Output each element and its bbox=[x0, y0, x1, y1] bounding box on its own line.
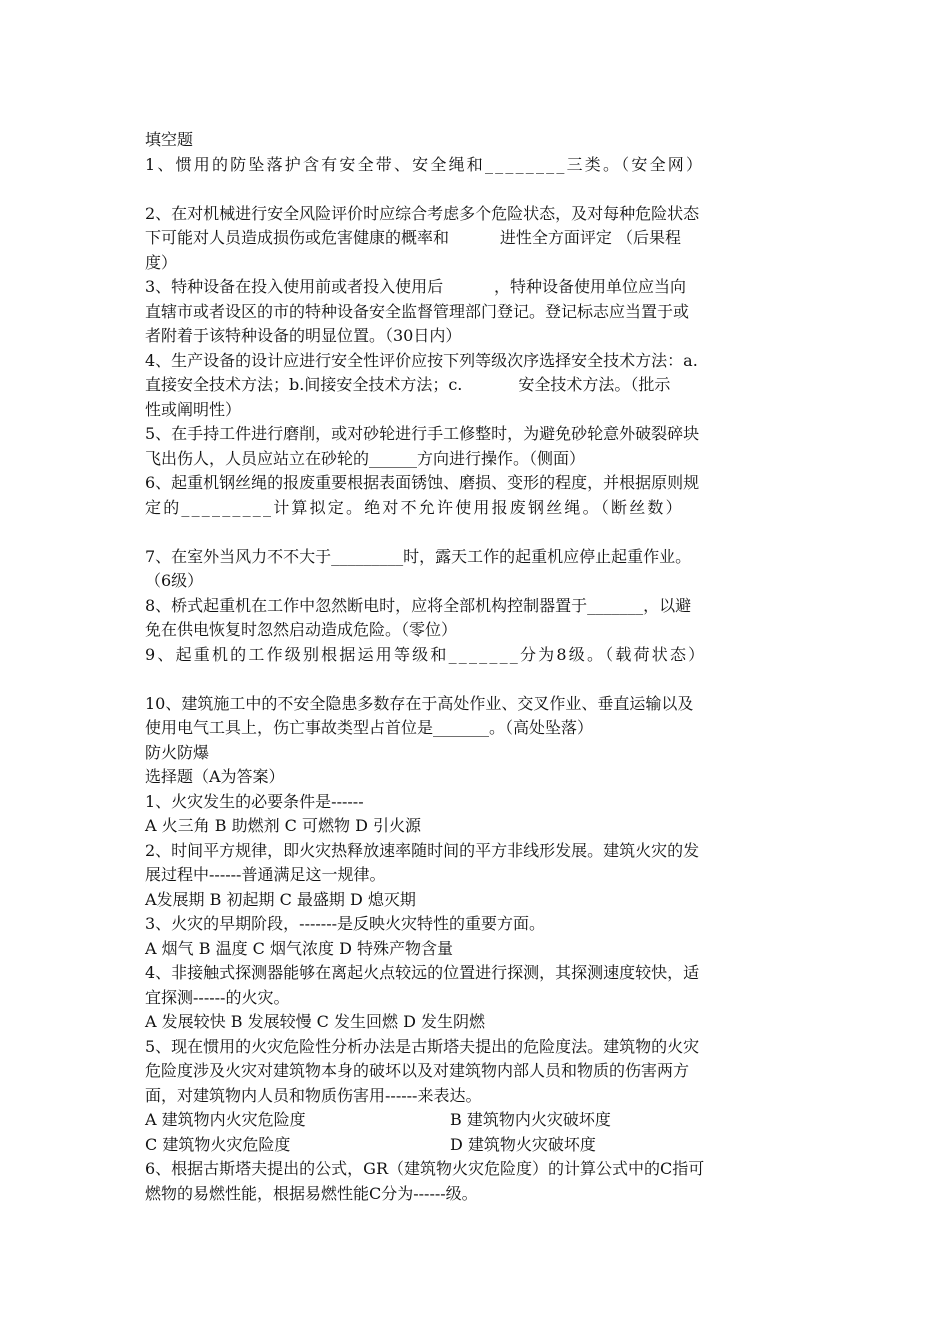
fill-in-heading: 填空题 bbox=[145, 130, 194, 149]
choice-question-2-options: A发展期 B 初起期 C 最盛期 D 熄灭期 bbox=[145, 889, 416, 909]
blank-gap bbox=[145, 520, 810, 545]
choice-question-6-line-1: 6、根据古斯塔夫提出的公式，GR（建筑物火灾危险度）的计算公式中的C指可 bbox=[145, 1159, 705, 1178]
choice-question-3-options: A 烟气 B 温度 C 烟气浓度 D 特殊产物含量 bbox=[145, 938, 453, 958]
fill-question-4-line-3: 性或阐明性） bbox=[145, 399, 242, 419]
fill-question-10-line-2: 使用电气工具上，伤亡事故类型占首位是_______。（高处坠落） bbox=[145, 718, 594, 737]
choice-question-5-line-2: 危险度涉及火灾对建筑物本身的破坏以及对建筑物内部人员和物质的伤害两方 bbox=[145, 1061, 690, 1080]
option-c: C 建筑物火灾危险度 bbox=[145, 1134, 291, 1154]
fill-question-3-line-1: 3、特种设备在投入使用前或者投入使用后 ，特种设备使用单位应当向 bbox=[145, 277, 687, 296]
fill-question-2-line-2: 下可能对人员造成损伤或危害健康的概率和 进性全方面评定 （后果程 bbox=[145, 228, 681, 247]
choice-question-5-line-3: 面，对建筑物内人员和物质伤害用------来表达。 bbox=[145, 1085, 482, 1105]
blank-gap bbox=[145, 667, 810, 692]
choice-question-4-line-2: 宜探测------的火灾。 bbox=[145, 987, 290, 1007]
fill-question-5-line-2: 飞出伤人，人员应站立在砂轮的______方向进行操作。（侧面） bbox=[145, 448, 586, 468]
choice-question-4-line-1: 4、非接触式探测器能够在离起火点较远的位置进行探测，其探测速度较快，适 bbox=[145, 963, 700, 982]
choice-question-5-options-row-2 bbox=[145, 1133, 810, 1158]
fill-question-2-line-3: 度） bbox=[145, 252, 178, 272]
choice-question-1: 1、火灾发生的必要条件是------ bbox=[145, 791, 364, 811]
fill-question-1: 1、惯用的防坠落护含有安全带、安全绳和________三类。（安全网） bbox=[145, 154, 705, 174]
choice-question-6-line-2: 燃物的易燃性能，根据易燃性能C分为------级。 bbox=[145, 1183, 478, 1203]
option-b: B 建筑物内火灾破坏度 bbox=[450, 1110, 611, 1129]
choice-question-2-line-2: 展过程中------普通满足这一规律。 bbox=[145, 865, 386, 884]
fill-question-4-line-1: 4、生产设备的设计应进行安全性评价应按下列等级次序选择安全技术方法：a. bbox=[145, 350, 698, 370]
fill-question-7-line-2: （6级） bbox=[145, 571, 204, 590]
fill-question-8-line-2: 免在供电恢复时忽然启动造成危险。（零位） bbox=[145, 620, 458, 639]
fill-question-5-line-1: 5、在手持工件进行磨削，或对砂轮进行手工修整时，为避免砂轮意外破裂碎块 bbox=[145, 424, 700, 443]
fill-question-3-line-2: 直辖市或者设区的市的特种设备安全监督管理部门登记。登记标志应当置于或 bbox=[145, 301, 690, 321]
fill-question-8-line-1: 8、桥式起重机在工作中忽然断电时，应将全部机构控制器置于_______，以避 bbox=[145, 595, 692, 615]
fill-question-7-line-1: 7、在室外当风力不不大于_________时，露天工作的起重机应停止起重作业。 bbox=[145, 546, 692, 566]
fill-question-10-line-1: 10、建筑施工中的不安全隐患多数存在于高处作业、交叉作业、垂直运输以及 bbox=[145, 693, 694, 713]
document-page bbox=[145, 128, 810, 1206]
section-title: 防火防爆 bbox=[145, 742, 210, 762]
fill-question-4-line-2: 直接安全技术方法；b.间接安全技术方法；c. 安全技术方法。（批示 bbox=[145, 375, 671, 394]
choice-question-5-options-row-1 bbox=[145, 1108, 810, 1133]
choice-question-1-options: A 火三角 B 助燃剂 C 可燃物 D 引火源 bbox=[145, 816, 421, 835]
fill-question-9: 9、起重机的工作级别根据运用等级和_______分为8级。（载荷状态） bbox=[145, 644, 707, 664]
blank-gap bbox=[145, 177, 810, 202]
choice-question-4-options: A 发展较快 B 发展较慢 C 发生回燃 D 发生阴燃 bbox=[145, 1012, 485, 1031]
choice-question-3: 3、火灾的早期阶段，-------是反映火灾特性的重要方面。 bbox=[145, 914, 546, 933]
fill-question-6-line-1: 6、起重机钢丝绳的报废重要根据表面锈蚀、磨损、变形的程度，并根据原则规 bbox=[145, 473, 700, 492]
option-a: A 建筑物内火灾危险度 bbox=[145, 1110, 306, 1129]
fill-question-6-line-2: 定的_________计算拟定。绝对不允许使用报废钢丝绳。（断丝数） bbox=[145, 497, 684, 517]
fill-question-2-line-1: 2、在对机械进行安全风险评价时应综合考虑多个危险状态，及对每种危险状态 bbox=[145, 203, 700, 223]
choice-question-5-line-1: 5、现在惯用的火灾危险性分析办法是古斯塔夫提出的危险度法。建筑物的火灾 bbox=[145, 1036, 700, 1056]
option-d: D 建筑物火灾破坏度 bbox=[450, 1134, 596, 1154]
choice-question-2-line-1: 2、时间平方规律，即火灾热释放速率随时间的平方非线形发展。建筑火灾的发 bbox=[145, 840, 700, 860]
choice-heading: 选择题（A为答案） bbox=[145, 767, 285, 786]
fill-question-3-line-3: 者附着于该特种设备的明显位置。（30日内） bbox=[145, 326, 462, 345]
